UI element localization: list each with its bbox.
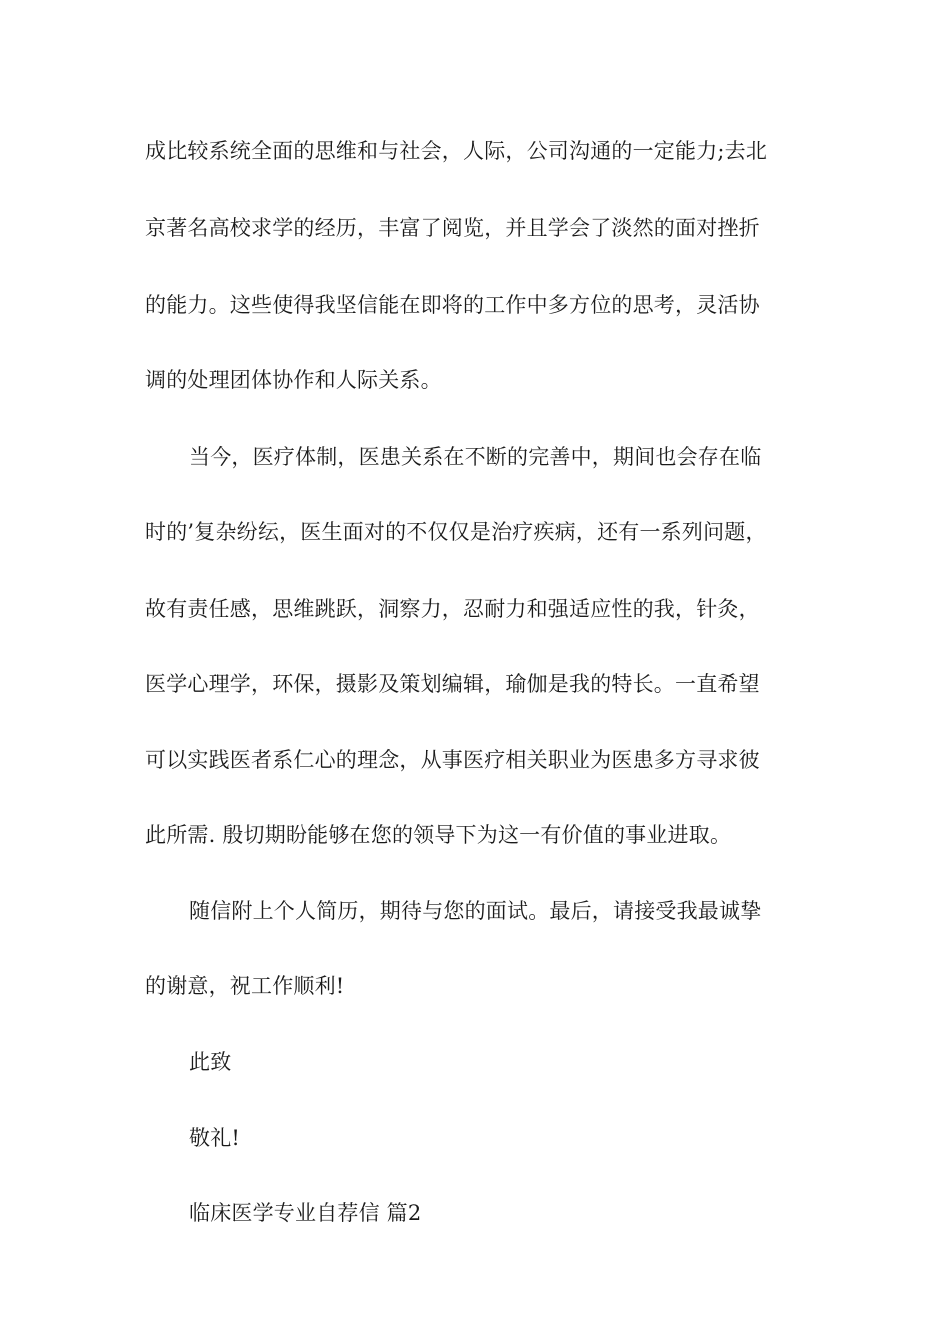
- paragraph-line: 随信附上个人简历，期待与您的面试。最后，请接受我最诚挚: [189, 899, 762, 923]
- paragraph-line: 的能力。这些使得我坚信能在即将的工作中多方位的思考，灵活协: [145, 293, 760, 317]
- paragraph-line: 的谢意，祝工作顺利!: [145, 974, 345, 998]
- closing-salutation: 此致: [189, 1050, 232, 1074]
- paragraph-line: 医学心理学，环保，摄影及策划编辑，瑜伽是我的特长。一直希望: [145, 672, 760, 696]
- paragraph-line: 京著名高校求学的经历，丰富了阅览，并且学会了淡然的面对挫折: [145, 216, 760, 240]
- paragraph-line: 此所需. 殷切期盼能够在您的领导下为这一有价值的事业进取。: [145, 823, 732, 847]
- section-heading: 临床医学专业自荐信 篇2: [189, 1201, 422, 1225]
- paragraph-line: 时的’复杂纷纭，医生面对的不仅仅是治疗疾病，还有一系列问题，: [145, 520, 767, 544]
- paragraph-line: 可以实践医者系仁心的理念，从事医疗相关职业为医患多方寻求彼: [145, 748, 760, 772]
- paragraph-line: 成比较系统全面的思维和与社会，人际，公司沟通的一定能力;去北: [145, 139, 768, 163]
- closing-regards: 敬礼!: [189, 1126, 241, 1150]
- paragraph-line: 当今，医疗体制，医患关系在不断的完善中，期间也会存在临: [189, 445, 762, 469]
- paragraph-line: 调的处理团体协作和人际关系。: [145, 368, 442, 392]
- paragraph-line: 故有责任感，思维跳跃，洞察力，忍耐力和强适应性的我，针灸，: [145, 597, 760, 621]
